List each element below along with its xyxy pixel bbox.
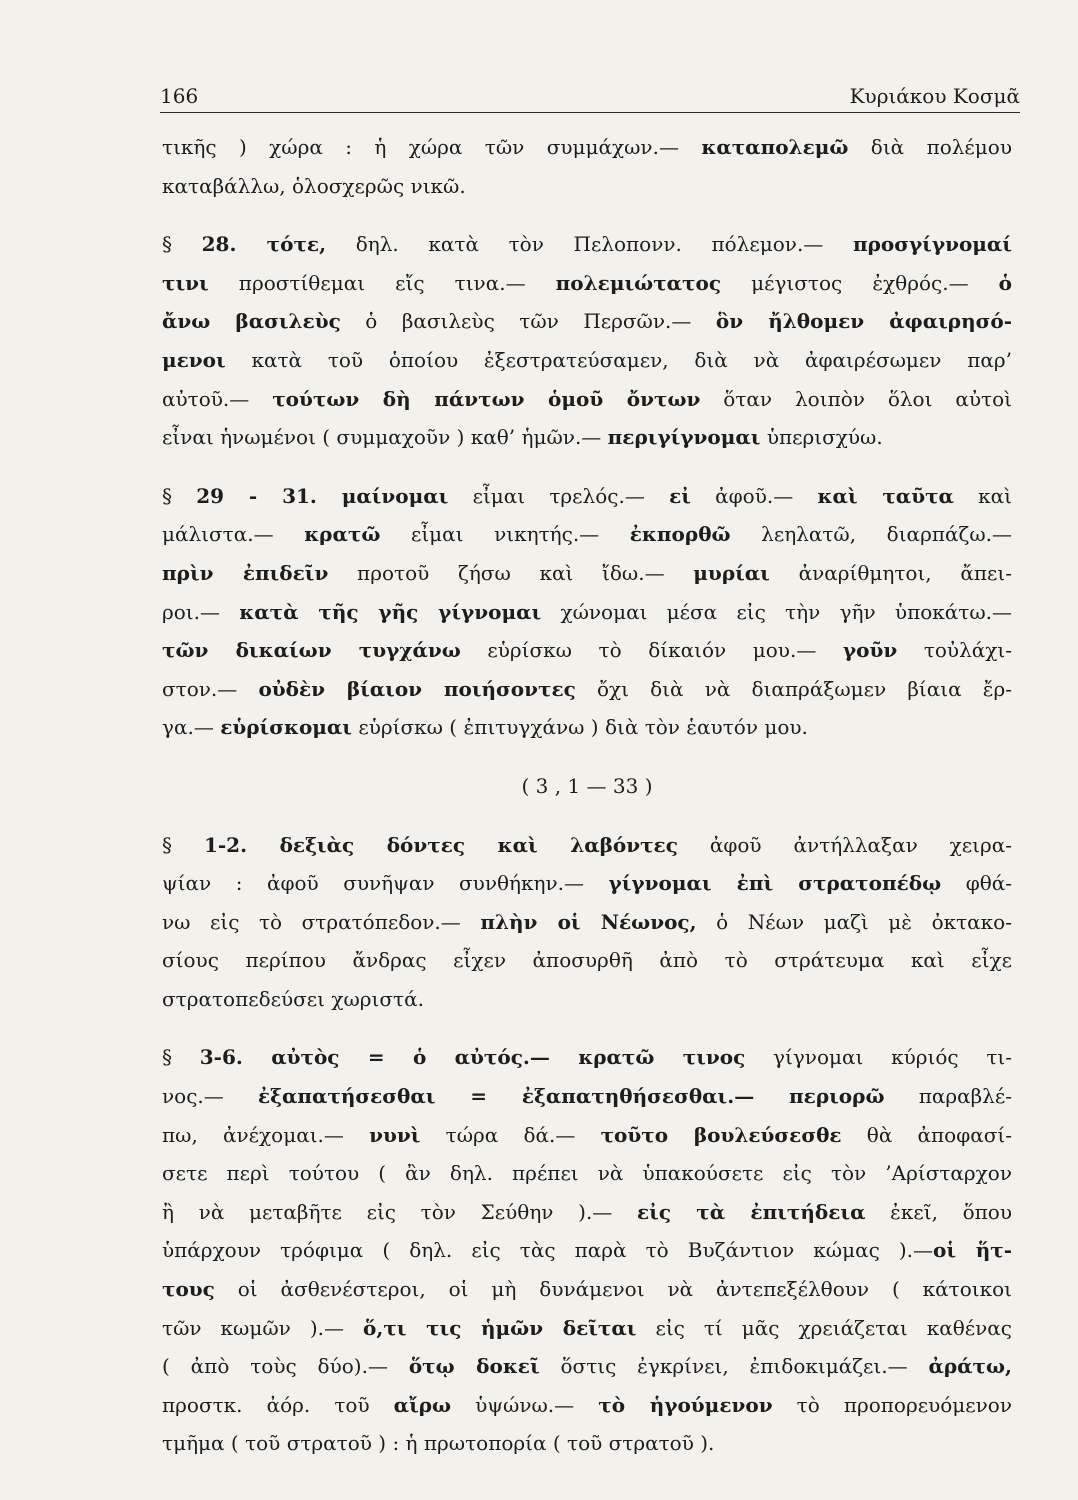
gloss-text: σετε περὶ τούτου ( ἂν δηλ. πρέπει νὰ ὑπακούσετε εἰς τὸν ’Αρίσταρχον <box>162 1161 1012 1186</box>
gloss-text: νω εἰς τὸ στρατόπεδον.— <box>162 909 481 934</box>
gloss-text: § <box>162 1045 200 1070</box>
lemma-term: γοῦν <box>842 638 898 663</box>
gloss-text: ὑψώνω.— <box>451 1392 599 1417</box>
lemma-term: οἱ ἥτ- <box>933 1238 1012 1263</box>
gloss-text: στον.— <box>162 676 259 701</box>
gloss-text: σίους περίπου ἄνδρας εἶχεν ἀποσυρθῆ ἀπὸ τὸ στράτευμα καὶ εἶχε <box>162 948 1012 973</box>
gloss-text: θὰ ἀποφασί- <box>841 1122 1012 1147</box>
lemma-term: τούτων δὴ πάντων ὁμοῦ ὄντων <box>272 386 701 411</box>
lemma-term: ὅτῳ δοκεῖ <box>408 1354 540 1379</box>
text-line <box>162 225 1012 264</box>
paragraph <box>162 225 1012 457</box>
gloss-text: στρατοπεδεύσει χωριστά. <box>162 986 424 1011</box>
text-line <box>162 631 1012 670</box>
text-line <box>162 826 1012 865</box>
gloss-text: τοὐλάχι- <box>897 638 1012 663</box>
section-heading: ( 3 , 1 — 33 ) <box>521 773 653 798</box>
text-line <box>162 980 1012 1019</box>
gloss-text: εὑρίσκω τὸ δίκαιόν μου.— <box>460 638 843 663</box>
text-line <box>162 670 1012 709</box>
gloss-text: τώρα δά.— <box>420 1122 601 1147</box>
lemma-term: 3-6. αὐτὸς = ὁ αὐτός.— κρατῶ τινος <box>199 1045 746 1070</box>
lemma-term: ἄνω βασιλεὺς <box>162 309 341 334</box>
lemma-term: γίγνομαι ἐπὶ στρατοπέδῳ <box>608 871 942 896</box>
gloss-text: οἱ ἀσθενέστεροι, οἱ μὴ δυνάμενοι νὰ ἀντεπεξέλθουν ( κάτοικοι <box>214 1277 1012 1302</box>
lemma-term: τινι <box>162 270 209 295</box>
paragraph <box>162 826 1012 1019</box>
gloss-text: προτοῦ ζήσω καὶ ἴδω.— <box>328 560 694 585</box>
gloss-text: τμῆμα ( τοῦ στρατοῦ ) : ἡ πρωτοπορία ( τοῦ στρατοῦ ). <box>162 1431 715 1456</box>
gloss-text: λεηλατῶ, διαρπάζω.— <box>730 522 1012 547</box>
text-line <box>162 708 1012 747</box>
gloss-text: προστκ. ἀόρ. τοῦ <box>162 1392 394 1417</box>
paragraph-gap <box>162 747 1012 767</box>
paragraph-gap <box>162 806 1012 826</box>
gloss-text: ὑπερισχύω. <box>760 425 883 450</box>
gloss-text: ( ἀπὸ τοὺς δύο).— <box>162 1354 409 1379</box>
gloss-text: καὶ <box>953 483 1012 508</box>
text-line <box>162 341 1012 380</box>
gloss-text: καταβάλλω, ὁλοσχερῶς νικῶ. <box>162 173 466 198</box>
paragraph-gap <box>162 457 1012 477</box>
lemma-term: εἰ <box>669 483 691 508</box>
gloss-text: ροι.— <box>162 599 240 624</box>
text-line <box>162 128 1012 167</box>
text-line <box>162 1386 1012 1425</box>
paragraph <box>162 1038 1012 1463</box>
lemma-term: 1-2. δεξιὰς δόντες καὶ λαβόντες <box>203 832 678 857</box>
lemma-term: καταπολεμῶ <box>701 135 849 159</box>
lemma-term: ὁ <box>998 270 1012 295</box>
lemma-term: τῶν δικαίων τυγχάνω <box>162 638 461 663</box>
gloss-text: ὅταν λοιπὸν ὅλοι αὐτοὶ <box>700 386 1012 411</box>
gloss-text: τῶν κωμῶν ).— <box>162 1315 364 1340</box>
gloss-text: τὸ προπορευόμενον <box>772 1392 1012 1417</box>
lemma-term: πολεμιώτατος <box>555 270 722 295</box>
gloss-text: μάλιστα.— <box>162 522 305 547</box>
gloss-text: γα.— <box>162 715 221 740</box>
text-line <box>162 1424 1012 1463</box>
gloss-text: § <box>162 483 197 508</box>
page-number: 166 <box>160 84 199 108</box>
text-line <box>162 941 1012 980</box>
lemma-term: ὃν ἤλθομεν ἀφαιρησό- <box>715 309 1012 334</box>
gloss-text: γίγνομαι κύριός τι- <box>745 1045 1012 1070</box>
lemma-term: εὑρίσκομαι <box>220 715 352 740</box>
text-line <box>162 1270 1012 1309</box>
paragraph-gap <box>162 205 1012 225</box>
gloss-text: § <box>162 832 204 857</box>
gloss-text: § <box>162 232 202 257</box>
text-line <box>162 418 1012 457</box>
lemma-term: μυρίαι <box>693 560 770 585</box>
text-line <box>162 1347 1012 1386</box>
gloss-text: ὁ βασιλεὺς τῶν Περσῶν.— <box>340 309 716 334</box>
gloss-text: δηλ. κατὰ τὸν Πελοπονν. πόλεμον.— <box>326 232 853 257</box>
text-line <box>162 903 1012 942</box>
lemma-term: κατὰ τῆς γῆς γίγνομαι <box>239 599 542 624</box>
lemma-term: καὶ ταῦτα <box>817 483 954 508</box>
gloss-text: εἶμαι τρελός.— <box>448 483 670 508</box>
gloss-text: κατὰ τοῦ ὁποίου ἐξεστρατεύσαμεν, διὰ νὰ ἀφαιρέσωμεν παρ’ <box>225 347 1012 372</box>
lemma-term: κρατῶ <box>304 522 381 547</box>
text-line <box>162 1193 1012 1232</box>
text-line <box>162 477 1012 516</box>
lemma-term: ὅ,τι τις ἡμῶν δεῖται <box>363 1315 637 1340</box>
gloss-text: εἶμαι νικητής.— <box>380 522 630 547</box>
gloss-text: προστίθεμαι εἴς τινα.— <box>208 270 556 295</box>
gloss-text: πω, ἀνέχομαι.— <box>162 1122 370 1147</box>
lemma-term: τους <box>162 1277 215 1302</box>
text-line <box>162 554 1012 593</box>
gloss-text: αὐτοῦ.— <box>162 386 273 411</box>
lemma-term: προσγίγνομαί <box>852 232 1012 257</box>
gloss-text: ἀφοῦ.— <box>690 483 818 508</box>
text-line <box>162 1309 1012 1348</box>
gloss-text: ὄχι διὰ νὰ διαπράξωμεν βίαια ἔρ- <box>575 676 1012 701</box>
gloss-text: ὅστις ἐγκρίνει, ἐπιδοκιμάζει.— <box>539 1354 929 1379</box>
lemma-term: νυνὶ <box>369 1122 421 1147</box>
gloss-text: παραβλέ- <box>884 1084 1012 1109</box>
lemma-term: αἴρω <box>393 1392 452 1417</box>
paragraph <box>162 128 1012 205</box>
text-line <box>162 864 1012 903</box>
gloss-text: ἐκεῖ, ὅπου <box>865 1199 1012 1224</box>
gloss-text: εἶναι ἡνωμένοι ( συμμαχοῦν ) καθ’ ἡμῶν.— <box>162 425 608 450</box>
lemma-term: ἀράτω, <box>928 1354 1012 1379</box>
gloss-text: φθά- <box>941 871 1012 896</box>
text-line <box>162 1154 1012 1193</box>
lemma-term: 29 - 31. μαίνομαι <box>196 483 449 508</box>
text-body <box>162 128 1012 1463</box>
text-line <box>162 380 1012 419</box>
gloss-text: ὁ Νέων μαζὶ μὲ ὀκτακο- <box>696 909 1012 934</box>
lemma-term: περιγίγνομαι <box>607 425 761 450</box>
running-head: Κυριάκου Κοσμᾶ <box>849 84 1020 108</box>
text-line <box>162 593 1012 632</box>
gloss-text: χώνομαι μέσα εἰς τὴν γῆν ὑποκάτω.— <box>541 599 1012 624</box>
paragraph-gap <box>162 1018 1012 1038</box>
lemma-term: τοῦτο βουλεύσεσθε <box>600 1122 842 1147</box>
text-line <box>162 1038 1012 1077</box>
lemma-term: μενοι <box>162 347 226 372</box>
lemma-term: ἐξαπατήσεσθαι = ἐξαπατηθήσεσθαι.— περιορῶ <box>257 1084 885 1109</box>
text-line <box>162 1077 1012 1116</box>
gloss-text: νος.— <box>162 1084 258 1109</box>
gloss-text: ἀφοῦ ἀντήλλαξαν χειρα- <box>677 832 1012 857</box>
gloss-text: εἰς τί μᾶς χρειάζεται καθένας <box>636 1315 1012 1340</box>
text-line <box>162 167 1012 206</box>
lemma-term: οὐδὲν βίαιον ποιήσοντες <box>258 676 576 701</box>
gloss-text: διὰ πολέμου <box>848 135 1012 159</box>
gloss-text: ψίαν : ἀφοῦ συνῆψαν συνθήκην.— <box>162 871 609 896</box>
text-line <box>162 264 1012 303</box>
gloss-text: ὑπάρχουν τρόφιμα ( δηλ. εἰς τὰς παρὰ τὸ Βυζάντιον κώμας ).— <box>162 1238 934 1263</box>
lemma-term: ἐκπορθῶ <box>629 522 731 547</box>
lemma-term: πρὶν ἐπιδεῖν <box>162 560 329 585</box>
text-line <box>162 1116 1012 1155</box>
gloss-text: τικῆς ) χώρα : ἡ χώρα τῶν συμμάχων.— <box>162 135 702 159</box>
page-header <box>160 68 1020 113</box>
text-line <box>162 302 1012 341</box>
lemma-term: πλὴν οἱ Νέωνος, <box>480 909 697 934</box>
text-line <box>162 515 1012 554</box>
gloss-text: ἀναρίθμητοι, ἄπει- <box>769 560 1012 585</box>
gloss-text: εὑρίσκω ( ἐπιτυγχάνω ) διὰ τὸν ἑαυτόν μου. <box>351 715 808 740</box>
lemma-term: εἰς τὰ ἐπιτήδεια <box>636 1199 866 1224</box>
text-line <box>162 1231 1012 1270</box>
paragraph <box>162 477 1012 747</box>
lemma-term: τὸ ἡγούμενον <box>598 1392 773 1417</box>
gloss-text: μέγιστος ἐχθρός.— <box>721 270 999 295</box>
gloss-text: ἢ νὰ μεταβῆτε εἰς τὸν Σεύθην ).— <box>162 1199 637 1224</box>
lemma-term: 28. τότε, <box>201 232 327 257</box>
